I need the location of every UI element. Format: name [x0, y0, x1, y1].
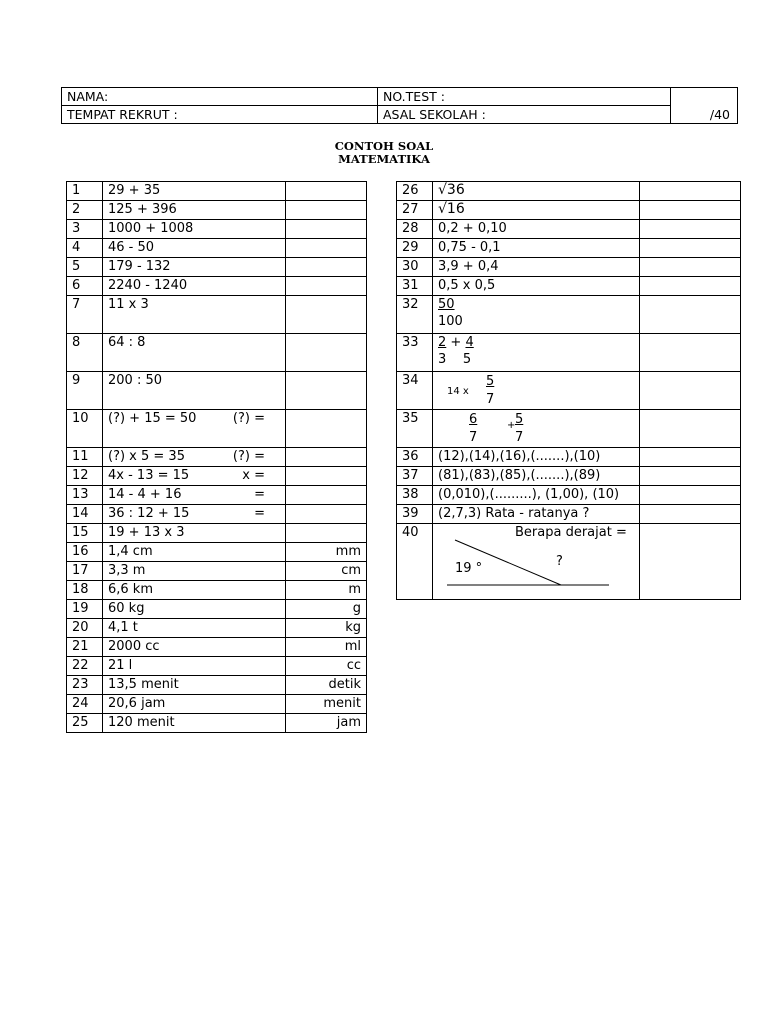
fraction-b-numerator: 4: [465, 335, 474, 350]
question-number: 40: [397, 524, 433, 600]
question-row-3: [67, 220, 367, 239]
question-number: 6: [67, 277, 103, 296]
header-table: [61, 87, 738, 124]
question-row-32: [397, 296, 741, 334]
asal-sekolah-label: ASAL SEKOLAH :: [383, 107, 486, 122]
question-row-35: [397, 410, 741, 448]
question-number: 39: [397, 505, 433, 524]
score-cell: [671, 88, 738, 124]
question-number: 36: [397, 448, 433, 467]
plus-operator: +: [507, 420, 516, 431]
answer-cell[interactable]: [286, 657, 367, 676]
question-row-4: [67, 239, 367, 258]
plus-operator: +: [450, 335, 462, 350]
question-text: 36 : 12 + 15: [108, 506, 190, 521]
question-cell: 19 + 13 x 3: [103, 524, 286, 543]
question-text: 4x - 13 = 15: [108, 468, 190, 483]
answer-cell[interactable]: [286, 410, 367, 448]
question-row-30: [397, 258, 741, 277]
question-number: 22: [67, 657, 103, 676]
question-cell: 1000 + 1008: [103, 220, 286, 239]
question-cell: 64 : 8: [103, 334, 286, 372]
title-line-1: CONTOH SOAL: [334, 139, 434, 153]
question-row-25: [67, 714, 367, 733]
question-cell: 1,4 cm: [103, 543, 286, 562]
question-row-13: [67, 486, 367, 505]
question-number: 25: [67, 714, 103, 733]
question-number: 28: [397, 220, 433, 239]
question-cell: 179 - 132: [103, 258, 286, 277]
answer-cell[interactable]: [640, 182, 741, 201]
answer-cell[interactable]: [286, 182, 367, 201]
answer-cell[interactable]: [640, 505, 741, 524]
answer-unit: ml: [344, 639, 361, 654]
question-row-18: [67, 581, 367, 600]
fraction-denominator: 100: [438, 314, 463, 329]
fraction-b-denominator: 7: [515, 430, 524, 445]
answer-cell[interactable]: [286, 201, 367, 220]
question-row-40: [397, 524, 741, 600]
question-row-11: [67, 448, 367, 467]
question-number: 5: [67, 258, 103, 277]
question-cell: 2240 - 1240: [103, 277, 286, 296]
question-row-33: [397, 334, 741, 372]
question-answer-prompt: x =: [242, 468, 265, 483]
answer-cell[interactable]: [286, 695, 367, 714]
question-number: 18: [67, 581, 103, 600]
answer-unit: m: [348, 582, 361, 597]
question-row-38: [397, 486, 741, 505]
question-number: 32: [397, 296, 433, 334]
question-cell: 11 x 3: [103, 296, 286, 334]
question-text: 0,2 + 0,10: [433, 220, 640, 239]
question-number: 2: [67, 201, 103, 220]
question-cell: 125 + 396: [103, 201, 286, 220]
question-cell: [103, 486, 286, 505]
question-row-29: [397, 239, 741, 258]
question-text: (0,010),(.........), (1,00), (10): [433, 486, 640, 505]
title-line-2: MATEMATIKA: [338, 152, 430, 166]
answer-cell[interactable]: [286, 277, 367, 296]
no-test-label: NO.TEST :: [383, 89, 445, 104]
answer-cell[interactable]: [640, 258, 741, 277]
asal-sekolah-field[interactable]: [378, 106, 671, 124]
question-number: 19: [67, 600, 103, 619]
answer-cell[interactable]: [286, 619, 367, 638]
no-test-field[interactable]: [378, 88, 671, 106]
question-row-28: [397, 220, 741, 239]
answer-cell[interactable]: [286, 581, 367, 600]
question-row-20: [67, 619, 367, 638]
fraction-a-denominator: 7: [469, 430, 478, 445]
fraction-numerator: 5: [486, 374, 495, 389]
question-text: 14 - 4 + 16: [108, 487, 182, 502]
question-cell: 60 kg: [103, 600, 286, 619]
question-row-8: [67, 334, 367, 372]
question-number: 37: [397, 467, 433, 486]
question-number: 10: [67, 410, 103, 448]
answer-cell[interactable]: [640, 277, 741, 296]
answer-cell[interactable]: [640, 296, 741, 334]
question-cell: 21 l: [103, 657, 286, 676]
question-number: 4: [67, 239, 103, 258]
question-number: 34: [397, 372, 433, 410]
answer-unit: kg: [345, 620, 361, 635]
question-cell: 46 - 50: [103, 239, 286, 258]
question-number: 16: [67, 543, 103, 562]
question-text: 3,9 + 0,4: [433, 258, 640, 277]
question-cell: 4,1 t: [103, 619, 286, 638]
question-row-17: [67, 562, 367, 581]
fraction-question: [433, 334, 640, 372]
question-number: 7: [67, 296, 103, 334]
question-text: (?) + 15 = 50: [108, 411, 197, 426]
question-row-39: [397, 505, 741, 524]
answer-cell[interactable]: [286, 220, 367, 239]
answer-cell[interactable]: [286, 372, 367, 410]
answer-cell[interactable]: [286, 638, 367, 657]
answer-cell[interactable]: [286, 258, 367, 277]
question-number: 17: [67, 562, 103, 581]
question-number: 8: [67, 334, 103, 372]
question-row-9: [67, 372, 367, 410]
question-row-22: [67, 657, 367, 676]
question-text: (81),(83),(85),(.......),(89): [433, 467, 640, 486]
fraction-numerator: 50: [438, 297, 455, 312]
fraction-question: [433, 410, 640, 448]
question-cell: [103, 448, 286, 467]
tempat-rekrut-label: TEMPAT REKRUT :: [67, 107, 178, 122]
answer-cell[interactable]: [640, 220, 741, 239]
answer-unit: g: [352, 601, 361, 616]
question-number: 9: [67, 372, 103, 410]
question-row-10: [67, 410, 367, 448]
answer-cell[interactable]: [640, 524, 741, 600]
fraction-question: [433, 296, 640, 334]
angle-question-text: Berapa derajat =: [515, 525, 627, 540]
answer-cell[interactable]: [640, 448, 741, 467]
answer-unit: mm: [335, 544, 361, 559]
answer-cell[interactable]: [286, 524, 367, 543]
question-row-5: [67, 258, 367, 277]
question-number: 35: [397, 410, 433, 448]
question-number: 12: [67, 467, 103, 486]
answer-unit: detik: [328, 677, 361, 692]
question-text: (12),(14),(16),(.......),(10): [433, 448, 640, 467]
question-number: 31: [397, 277, 433, 296]
answer-cell[interactable]: [286, 562, 367, 581]
question-cell: 2000 cc: [103, 638, 286, 657]
question-row-6: [67, 277, 367, 296]
question-number: 14: [67, 505, 103, 524]
question-row-16: [67, 543, 367, 562]
answer-cell[interactable]: [286, 486, 367, 505]
question-number: 24: [67, 695, 103, 714]
question-row-7: [67, 296, 367, 334]
question-text: 0,5 x 0,5: [433, 277, 640, 296]
question-number: 26: [397, 182, 433, 201]
question-row-37: [397, 467, 741, 486]
question-cell: 6,6 km: [103, 581, 286, 600]
question-row-14: [67, 505, 367, 524]
answer-cell[interactable]: [640, 239, 741, 258]
question-number: 3: [67, 220, 103, 239]
answer-unit: cm: [341, 563, 361, 578]
question-number: 38: [397, 486, 433, 505]
question-row-23: [67, 676, 367, 695]
question-cell: 3,3 m: [103, 562, 286, 581]
unknown-angle-mark: ?: [556, 554, 563, 569]
question-number: 23: [67, 676, 103, 695]
question-number: 30: [397, 258, 433, 277]
fraction-b-numerator: 5: [515, 412, 524, 427]
answer-cell[interactable]: [640, 201, 741, 220]
question-number: 13: [67, 486, 103, 505]
question-number: 29: [397, 239, 433, 258]
question-number: 11: [67, 448, 103, 467]
answer-unit: cc: [346, 658, 361, 673]
question-number: 21: [67, 638, 103, 657]
question-cell: 120 menit: [103, 714, 286, 733]
fraction-question: [433, 372, 640, 410]
answer-cell[interactable]: [286, 467, 367, 486]
angle-label: 19 °: [455, 561, 483, 576]
answer-cell[interactable]: [640, 486, 741, 505]
question-row-19: [67, 600, 367, 619]
question-text: (?) x 5 = 35: [108, 449, 185, 464]
answer-unit: jam: [336, 715, 361, 730]
tempat-rekrut-field[interactable]: [62, 106, 378, 124]
question-cell: 20,6 jam: [103, 695, 286, 714]
question-row-26: [397, 182, 741, 201]
fraction-denominator: 7: [486, 392, 495, 407]
question-number: 20: [67, 619, 103, 638]
question-cell: 13,5 menit: [103, 676, 286, 695]
angle-question: [433, 524, 640, 600]
questions-table-right: [396, 181, 741, 600]
question-text: 0,75 - 0,1: [433, 239, 640, 258]
question-row-24: [67, 695, 367, 714]
nama-label: NAMA:: [67, 89, 109, 104]
question-number: 1: [67, 182, 103, 201]
answer-cell[interactable]: [286, 448, 367, 467]
question-row-12: [67, 467, 367, 486]
answer-cell[interactable]: [286, 239, 367, 258]
question-answer-prompt: (?) =: [232, 449, 265, 464]
answer-cell[interactable]: [286, 334, 367, 372]
question-row-31: [397, 277, 741, 296]
question-number: 33: [397, 334, 433, 372]
question-row-27: [397, 201, 741, 220]
question-text: √36: [433, 182, 640, 201]
fraction-a-denominator: 3: [438, 352, 447, 367]
question-cell: 29 + 35: [103, 182, 286, 201]
question-row-36: [397, 448, 741, 467]
question-answer-prompt: =: [254, 487, 265, 502]
answer-cell[interactable]: [286, 543, 367, 562]
question-row-15: [67, 524, 367, 543]
answer-cell[interactable]: [286, 600, 367, 619]
nama-field[interactable]: [62, 88, 378, 106]
question-number: 15: [67, 524, 103, 543]
answer-cell[interactable]: [286, 296, 367, 334]
answer-cell[interactable]: [640, 372, 741, 410]
multiplier-prefix: 14 x: [447, 386, 469, 397]
page-title: [0, 140, 768, 166]
question-text: (2,7,3) Rata - ratanya ?: [433, 505, 640, 524]
answer-unit: menit: [323, 696, 361, 711]
question-cell: 200 : 50: [103, 372, 286, 410]
question-cell: [103, 505, 286, 524]
question-row-1: [67, 182, 367, 201]
answer-cell[interactable]: [640, 410, 741, 448]
question-row-34: [397, 372, 741, 410]
score-label: /40: [709, 107, 730, 122]
questions-table-left: [66, 181, 367, 733]
fraction-b-denominator: 5: [462, 352, 472, 367]
question-answer-prompt: (?) =: [232, 411, 265, 426]
question-cell: [103, 467, 286, 486]
answer-cell[interactable]: [640, 467, 741, 486]
answer-cell[interactable]: [286, 676, 367, 695]
answer-cell[interactable]: [286, 714, 367, 733]
question-answer-prompt: =: [254, 506, 265, 521]
question-text: √16: [433, 201, 640, 220]
fraction-a-numerator: 2: [438, 335, 447, 350]
question-row-21: [67, 638, 367, 657]
fraction-a-numerator: 6: [469, 412, 478, 427]
question-cell: [103, 410, 286, 448]
answer-cell[interactable]: [286, 505, 367, 524]
question-number: 27: [397, 201, 433, 220]
question-row-2: [67, 201, 367, 220]
answer-cell[interactable]: [640, 334, 741, 372]
